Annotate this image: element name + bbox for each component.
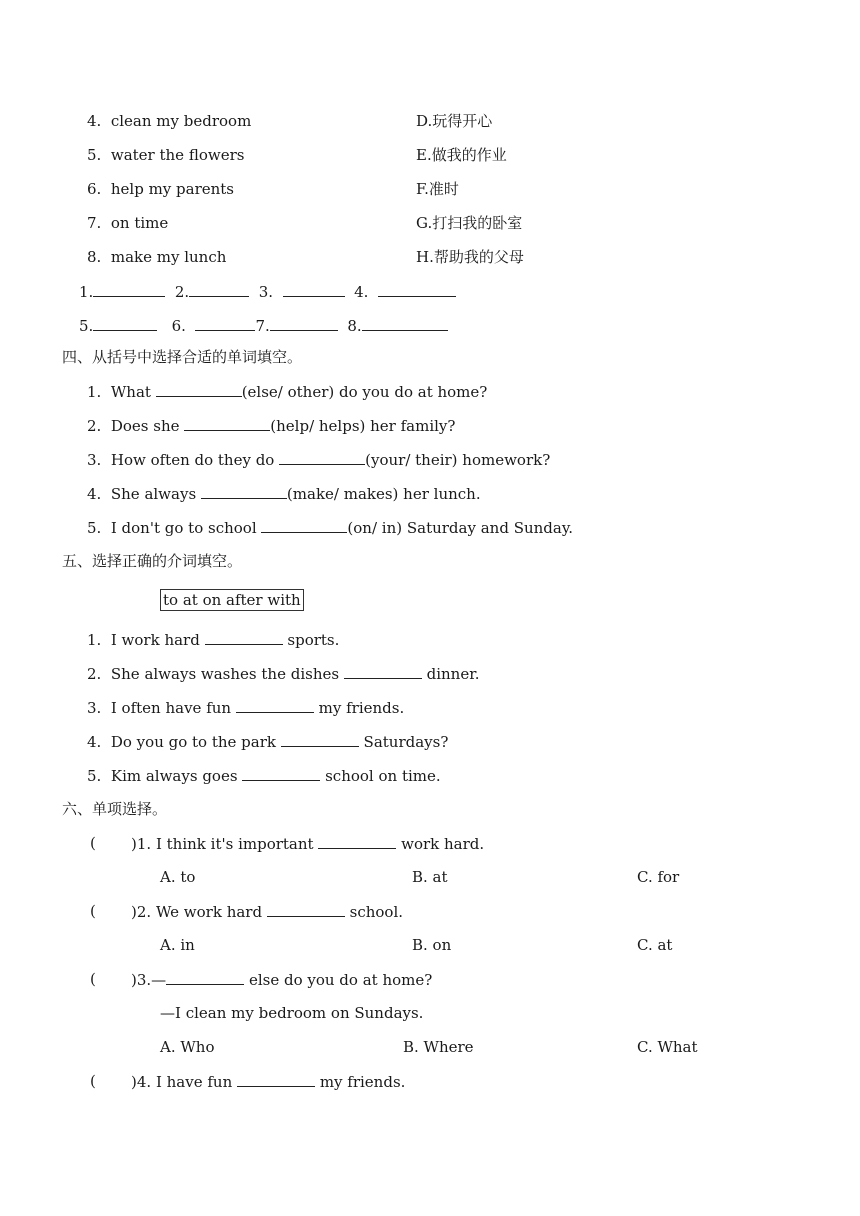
question-line: 1. What (else/ other) do you do at home? xyxy=(87,383,488,401)
question-line: )3.— else do you do at home? xyxy=(131,971,433,989)
answer-blank[interactable] xyxy=(270,315,338,331)
answer-paren[interactable]: ( xyxy=(90,970,96,988)
answer-blank[interactable] xyxy=(283,281,345,297)
fill-blank[interactable] xyxy=(242,765,320,781)
question-line: 5. I don't go to school (on/ in) Saturday and Sunday. xyxy=(87,519,574,537)
question-line: 4. Do you go to the park Saturdays? xyxy=(87,733,449,751)
fill-blank[interactable] xyxy=(184,415,270,431)
match-item-zh: F.准时 xyxy=(416,180,459,198)
section-heading: 五、选择正确的介词填空。 xyxy=(62,552,243,570)
option-b[interactable]: B. at xyxy=(412,868,448,886)
fill-blank[interactable] xyxy=(267,901,345,917)
answer-blank[interactable] xyxy=(93,315,157,331)
fill-blank[interactable] xyxy=(205,629,283,645)
option-a[interactable]: A. Who xyxy=(160,1038,215,1056)
option-c[interactable]: C. at xyxy=(637,936,673,954)
match-item-en: 6. help my parents xyxy=(87,180,235,198)
fill-blank[interactable] xyxy=(166,969,244,985)
match-item-zh: E.做我的作业 xyxy=(416,146,507,164)
fill-blank[interactable] xyxy=(236,697,314,713)
answer-paren[interactable]: ( xyxy=(90,834,96,852)
section-heading: 四、从括号中选择合适的单词填空。 xyxy=(62,348,303,366)
question-line: )2. We work hard school. xyxy=(131,903,404,921)
match-item-en: 4. clean my bedroom xyxy=(87,112,252,130)
question-line: 3. I often have fun my friends. xyxy=(87,699,405,717)
option-a[interactable]: A. in xyxy=(160,936,195,954)
match-item-en: 7. on time xyxy=(87,214,169,232)
question-line: )1. I think it's important work hard. xyxy=(131,835,485,853)
fill-blank[interactable] xyxy=(261,517,347,533)
answer-blank[interactable] xyxy=(378,281,456,297)
fill-blank[interactable] xyxy=(318,833,396,849)
option-c[interactable]: C. What xyxy=(637,1038,698,1056)
answer-blank[interactable] xyxy=(93,281,165,297)
answer-paren[interactable]: ( xyxy=(90,902,96,920)
match-item-zh: D.玩得开心 xyxy=(416,112,493,130)
question-line: 3. How often do they do (your/ their) homework? xyxy=(87,451,551,469)
fill-blank[interactable] xyxy=(156,381,242,397)
question-line: 1. I work hard sports. xyxy=(87,631,340,649)
match-item-en: 5. water the flowers xyxy=(87,146,245,164)
section-heading: 六、单项选择。 xyxy=(62,800,168,818)
answer-row: 1. 2. 3. 4. xyxy=(79,281,456,301)
answer-blank[interactable] xyxy=(189,281,249,297)
fill-blank[interactable] xyxy=(344,663,422,679)
answer-row: 5. 6. 7. 8. xyxy=(79,315,448,335)
question-line: 2. Does she (help/ helps) her family? xyxy=(87,417,456,435)
reply-line: —I clean my bedroom on Sundays. xyxy=(160,1004,424,1022)
match-item-zh: G.打扫我的卧室 xyxy=(416,214,523,232)
option-b[interactable]: B. on xyxy=(412,936,452,954)
fill-blank[interactable] xyxy=(237,1071,315,1087)
fill-blank[interactable] xyxy=(201,483,287,499)
match-item-zh: H.帮助我的父母 xyxy=(416,248,524,266)
fill-blank[interactable] xyxy=(279,449,365,465)
option-b[interactable]: B. Where xyxy=(403,1038,474,1056)
option-c[interactable]: C. for xyxy=(637,868,680,886)
question-line: )4. I have fun my friends. xyxy=(131,1073,406,1091)
word-box: to at on after with xyxy=(160,589,304,611)
answer-paren[interactable]: ( xyxy=(90,1072,96,1090)
question-line: 2. She always washes the dishes dinner. xyxy=(87,665,480,683)
match-item-en: 8. make my lunch xyxy=(87,248,227,266)
option-a[interactable]: A. to xyxy=(160,868,196,886)
answer-blank[interactable] xyxy=(362,315,448,331)
question-line: 4. She always (make/ makes) her lunch. xyxy=(87,485,481,503)
answer-blank[interactable] xyxy=(195,315,255,331)
fill-blank[interactable] xyxy=(281,731,359,747)
question-line: 5. Kim always goes school on time. xyxy=(87,767,441,785)
